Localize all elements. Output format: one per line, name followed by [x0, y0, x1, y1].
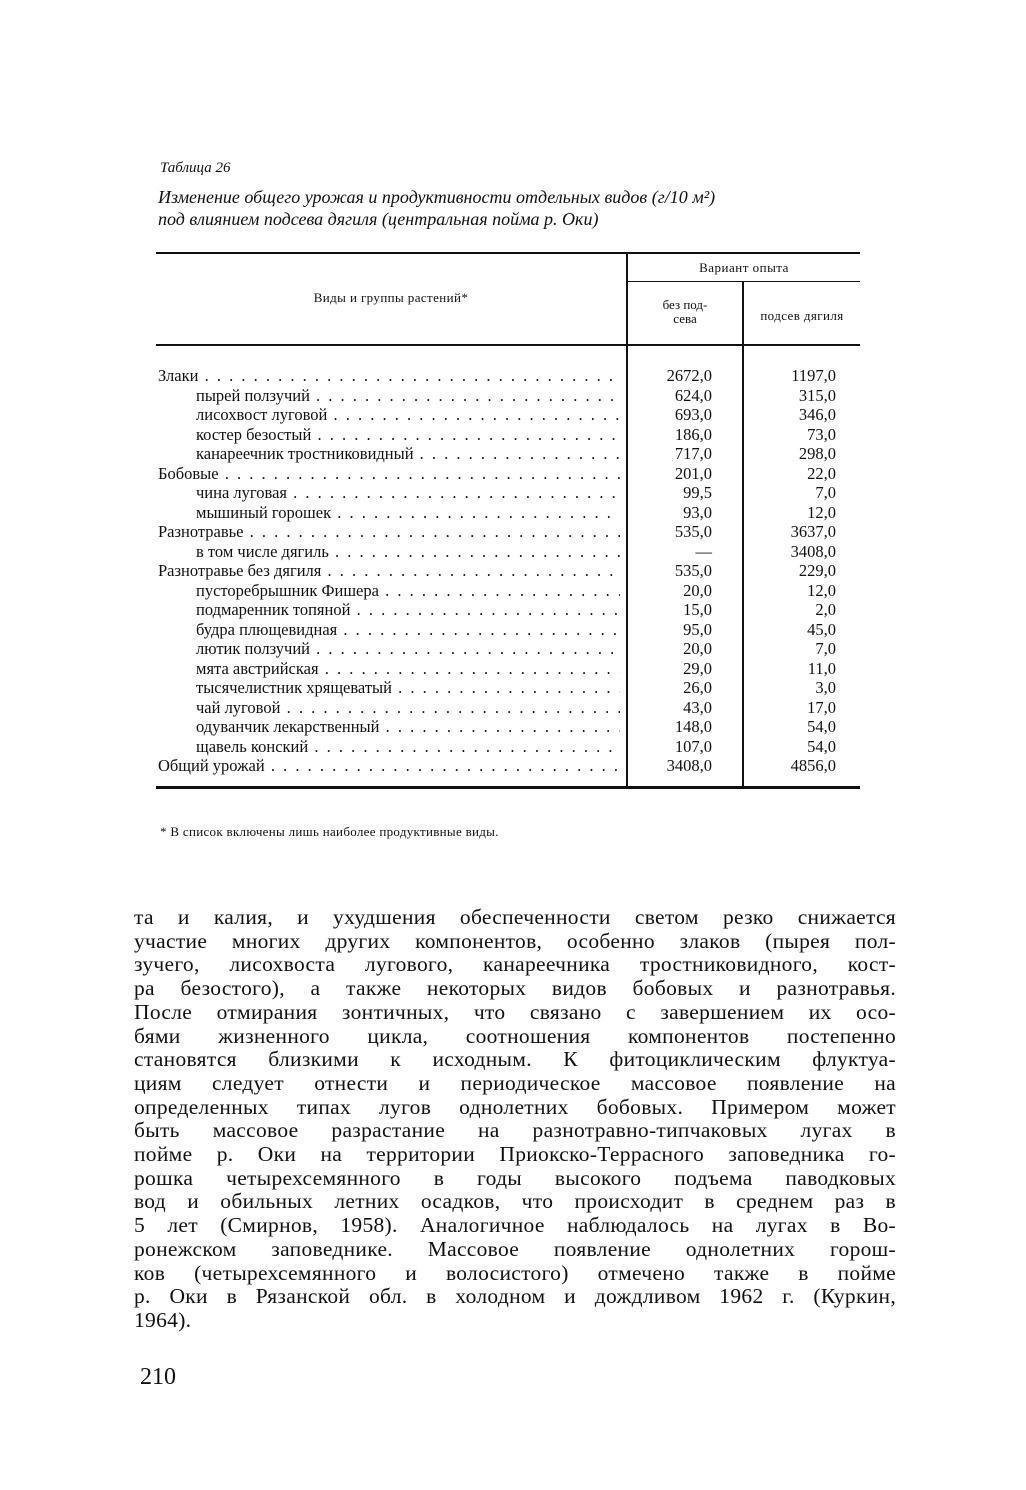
table-row: [156, 542, 860, 562]
table-rule-header: [156, 344, 860, 346]
row-value-angelica-sowing: 3408,0: [790, 541, 836, 561]
page-number: 210: [140, 1364, 176, 1390]
body-line: р. Оки в Рязанской обл. в холодном и дождливом 1962 г. (Куркин,: [134, 1284, 896, 1309]
table-row: [156, 464, 860, 484]
body-paragraph: [134, 906, 896, 1333]
body-line: ков (четырехсемянного и волосистого) отмечено также в пойме: [134, 1260, 896, 1285]
body-line: становятся близкими к исходным. К фитоциклическим флуктуа-: [134, 1047, 896, 1072]
header-angelica-sowing: подсев дягиля: [760, 308, 844, 323]
table-row: [156, 386, 860, 406]
table-row: [156, 620, 860, 640]
row-species-name: пусторебрышник Фишера . . .: [196, 581, 620, 601]
table-subheader-rule: [627, 281, 860, 282]
table-footnote: * В список включены лишь наиболее продуктивные виды.: [160, 824, 499, 839]
body-line: рошка четырехсемянного в годы высокого подъема паводковых: [134, 1165, 896, 1190]
body-line: участие многих других компонентов, особенно злаков (пырея пол-: [134, 928, 896, 953]
table-body: [156, 366, 860, 776]
table-row: [156, 444, 860, 464]
row-species-name: канареечник тростниковидный . . .: [196, 444, 620, 464]
row-value-no-sowing: 535,0: [674, 561, 712, 580]
table-row: [156, 737, 860, 757]
row-species-name: чина луговая . . .: [196, 483, 620, 503]
table-row: [156, 698, 860, 718]
row-species-name: чай луговой . . .: [196, 698, 620, 718]
row-value-angelica-sowing: 3637,0: [790, 522, 836, 541]
body-line: 1964).: [134, 1307, 192, 1332]
body-line: зучего, лисохвоста лугового, канареечника тростниковидного, кост-: [134, 952, 896, 977]
body-line: пойме р. Оки на территории Приокско-Террасного заповедника го-: [134, 1142, 896, 1167]
row-value-angelica-sowing: 45,0: [807, 619, 836, 639]
body-line: После отмирания зонтичных, что связано с завершением их осо-: [134, 999, 896, 1024]
table-row: [156, 581, 860, 601]
row-value-angelica-sowing: 54,0: [807, 717, 836, 736]
table-row: [156, 522, 860, 542]
row-value-no-sowing: 201,0: [674, 463, 712, 483]
body-line: циям следует отнести и периодическое массовое появление на: [134, 1070, 896, 1095]
table-caption-line-1: Изменение общего урожая и продуктивности отдельных видов (г/10 м²): [158, 187, 716, 207]
row-value-angelica-sowing: 229,0: [798, 561, 836, 580]
table-rule-top: [156, 252, 860, 254]
table-caption: [158, 186, 858, 230]
row-species-name: будра плющевидная . . .: [196, 620, 620, 640]
row-value-angelica-sowing: 346,0: [798, 405, 836, 424]
row-value-angelica-sowing: 2,0: [815, 600, 836, 619]
row-value-no-sowing: 93,0: [683, 502, 712, 522]
table-row: [156, 659, 860, 679]
row-species-name: Злаки . . .: [158, 366, 620, 386]
row-value-no-sowing: 99,5: [683, 483, 712, 502]
body-line: бями жизненного цикла, соотношения компонентов постепенно: [134, 1023, 896, 1048]
table-row: [156, 425, 860, 445]
header-no-sowing: без под- сева: [662, 297, 708, 326]
table-row: [156, 503, 860, 523]
row-species-name: лютик ползучий . . .: [196, 639, 620, 659]
row-value-no-sowing: 693,0: [674, 405, 712, 424]
row-value-angelica-sowing: 73,0: [807, 424, 836, 444]
table-row: [156, 600, 860, 620]
row-value-angelica-sowing: 22,0: [807, 463, 836, 483]
row-species-name: Разнотравье без дягиля . . .: [158, 561, 620, 581]
body-line: 5 лет (Смирнов, 1958). Аналогичное наблюдалось на лугах в Во-: [134, 1213, 896, 1238]
row-species-name: мята австрийская . . .: [196, 659, 620, 679]
body-line: вод и обильных летних осадков, что происходит в среднем раз в: [134, 1189, 896, 1214]
row-species-name: костер безостый . . .: [196, 425, 620, 445]
row-value-no-sowing: 95,0: [683, 619, 712, 639]
row-species-name: одуванчик лекарственный . . .: [196, 717, 620, 737]
row-value-angelica-sowing: 315,0: [798, 385, 836, 405]
body-line: быть массовое разрастание на разнотравно-типчаковых лугах в: [134, 1118, 896, 1143]
row-value-angelica-sowing: 17,0: [807, 697, 836, 717]
row-value-angelica-sowing: 12,0: [807, 502, 836, 522]
row-species-name: Разнотравье . . .: [158, 522, 620, 542]
table-row: [156, 405, 860, 425]
row-value-no-sowing: 3408,0: [666, 756, 712, 775]
row-value-angelica-sowing: 7,0: [815, 483, 836, 502]
row-value-no-sowing: 107,0: [674, 736, 712, 756]
row-species-name: Бобовые . . .: [158, 464, 620, 484]
row-species-name: тысячелистник хрящеватый . . .: [196, 678, 620, 698]
row-value-no-sowing: 717,0: [674, 444, 712, 463]
row-value-no-sowing: 535,0: [674, 522, 712, 541]
table-row: [156, 678, 860, 698]
header-variant-group: Вариант опыта: [699, 260, 789, 275]
row-value-no-sowing: 20,0: [683, 639, 712, 658]
body-line: определенных типах лугов однолетних бобовых. Примером может: [134, 1094, 896, 1119]
table-row: [156, 483, 860, 503]
row-value-angelica-sowing: 1197,0: [791, 366, 836, 385]
row-value-angelica-sowing: 4856,0: [790, 756, 836, 775]
table-rule-bottom: [156, 786, 860, 789]
row-value-no-sowing: 148,0: [674, 717, 712, 736]
row-value-no-sowing: 20,0: [683, 580, 712, 600]
row-species-name: щавель конский . . .: [196, 737, 620, 757]
row-value-no-sowing: 29,0: [683, 658, 712, 678]
row-value-no-sowing: 2672,0: [666, 366, 712, 385]
table-row: [156, 366, 860, 386]
table-row: [156, 756, 860, 776]
row-value-angelica-sowing: 11,0: [807, 658, 836, 678]
row-value-no-sowing: 15,0: [683, 600, 712, 619]
row-value-no-sowing: 26,0: [683, 678, 712, 697]
row-species-name: в том числе дягиль . . .: [196, 542, 620, 562]
table-row: [156, 717, 860, 737]
row-value-angelica-sowing: 3,0: [815, 678, 836, 697]
row-species-name: Общий урожай . . .: [158, 756, 620, 776]
table-row: [156, 561, 860, 581]
row-species-name: лисохвост луговой . . .: [196, 405, 620, 425]
row-value-no-sowing: 43,0: [683, 697, 712, 717]
row-value-angelica-sowing: 54,0: [807, 736, 836, 756]
row-value-no-sowing: —: [695, 541, 712, 561]
body-line: ра безостого), а также некоторых видов бобовых и разнотравья.: [134, 976, 896, 1001]
body-line: та и калия, и ухудшения обеспеченности светом резко снижается: [134, 905, 896, 929]
row-value-angelica-sowing: 12,0: [807, 580, 836, 600]
row-species-name: мышиный горошек . . .: [196, 503, 620, 523]
header-species: Виды и группы растений*: [313, 290, 469, 305]
row-species-name: подмаренник топяной . . .: [196, 600, 620, 620]
row-species-name: пырей ползучий . . .: [196, 386, 620, 406]
table-label: Таблица 26: [160, 160, 231, 176]
table-row: [156, 639, 860, 659]
row-value-no-sowing: 186,0: [674, 424, 712, 444]
row-value-no-sowing: 624,0: [674, 385, 712, 405]
table-caption-line-2: под влиянием подсева дягиля (центральная пойма р. Оки): [158, 209, 599, 229]
body-line: ронежском заповеднике. Массовое появление однолетних горош-: [134, 1236, 896, 1261]
row-value-angelica-sowing: 298,0: [798, 444, 836, 463]
row-value-angelica-sowing: 7,0: [815, 639, 836, 658]
